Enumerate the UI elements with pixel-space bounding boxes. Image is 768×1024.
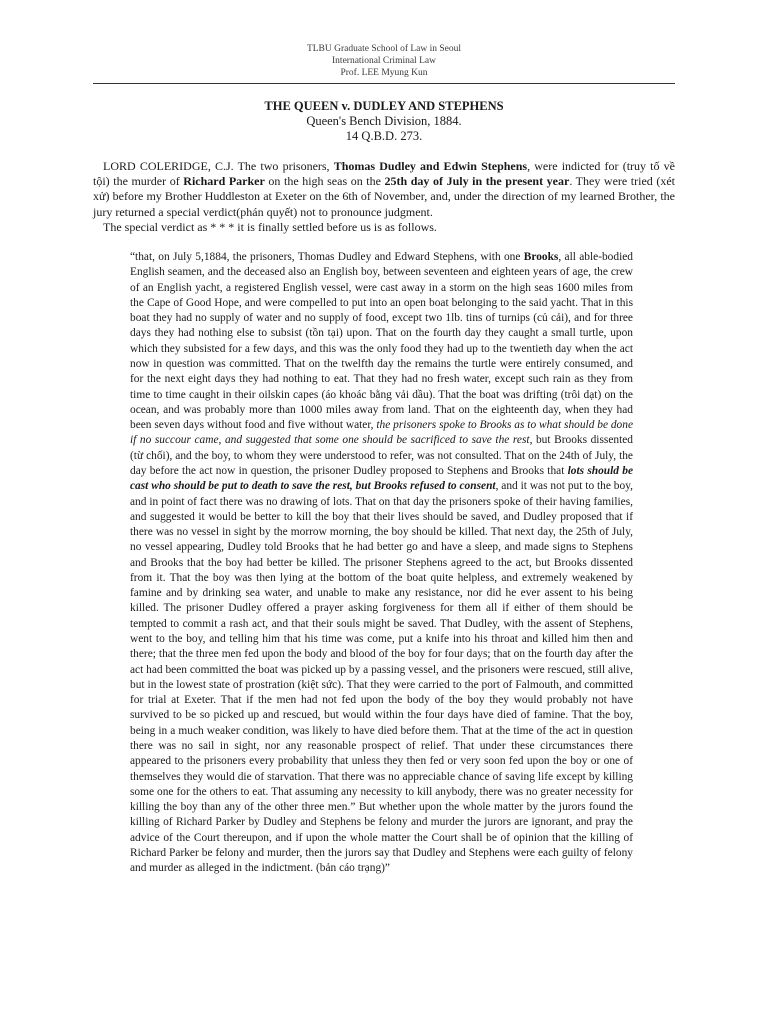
sacrifice-suggestion: the prisoners spoke to Brooks as to what should be done if no succour came, and suggested that some one should be sacrificed to save the rest xyxy=(130,419,633,447)
intro-text: on the high seas on the xyxy=(264,174,385,189)
case-title-block xyxy=(0,99,768,144)
quote-text: , but Brooks dissented (từ chối), and the boy, to whom they were understood to refer, was not consulted. That on the 24th of July, the day before the act now in question, the prisoner Dudley proposed to Stephens and Brooks that xyxy=(130,434,633,477)
victim-name: Richard Parker xyxy=(183,174,265,189)
case-citation: 14 Q.B.D. 273. xyxy=(345,129,423,143)
lots-proposal: lots should be cast who should be put to death to save the rest, but Brooks refused to consent xyxy=(130,464,634,493)
quote-text: , all able-bodied English seamen, and the deceased also an English boy, between seventeen and eighteen years of age, the crew of an English yacht, a registered English vessel, were cast away in a storm on the high seas 1600 miles from the Cape of Good Hope, and were compelled to put into an open boat belonging to the said yacht. That in this boat they had no supply of water and no supply of food, except two 1lb. tins of turnips (củ cải), and for three days they had nothing else to subsist (tồn tại) upon. That on the fourth day they caught a small turtle, upon which they subsisted for a few days, and this was the only food they had up to the twentieth day when the act now in question was committed. That on the twelfth day the remains the turtle were entirely consumed, and for the next eight days they had nothing to eat. That they had no fresh water, except such rain as they from time to time caught in their oilskin capes (áo khoác bằng vải dầu). That the boat was drifting (trôi dạt) on the ocean, and was probably more than 1000 miles away from land. That on the eighteenth day, when they had been seven days without food and five without water, xyxy=(130,251,633,432)
special-verdict-quote xyxy=(130,250,633,877)
quote-text: , and it was not put to the boy, and in point of fact there was no drawing of lots. That on that day the prisoners spoke of their having families, and suggested it would be better to kill the boy that their lives should be saved, and Dudley proposed that if there was no vessel in sight by the morrow morning, the boy should be killed. That next day, the 25th of July, no vessel appearing, Dudley told Brooks that he had better go and have a sleep, and made signs to Stephens and Brooks that the boy had better be killed. The prisoner Stephens agreed to the act, but Brooks dissented from it. That the boy was then lying at the bottom of the boat quite helpless, and extremely weakened by famine and by drinking sea water, and unable to make any resistance, nor did he ever assent to his being killed. The prisoner Dudley offered a prayer asking forgiveness for them all if either of them should be tempted to commit a rash act, and that their souls might be saved. That Dudley, with the assent of Stephens, went to the boy, and telling him that his time was come, put a knife into his throat and killed him then and there; that the three men fed upon the body and blood of the boy for four days; that on the fourth day after the act had been committed the boat was picked up by a passing vessel, and the prisoners were rescued, still alive, but in the lowest state of prostration (kiệt sức). That they were carried to the port of Falmouth, and committed for trial at Exeter. That if the men had not fed upon the body of the boy they would probably not have survived to be so picked up and rescued, but would within the four days have died of famine. That the boy, being in a much weaker condition, was likely to have died before them. That at the time of the act in question there was no sail in sight, nor any reasonable prospect of relief. That under these circumstances there appeared to the prisoners every probability that unless they then fed or very soon fed upon the boy or one of themselves they would die of starvation. That there was no appreciable chance of saving life except by killing some one for the others to eat. That assuming any necessity to kill anybody, there was no greater necessity for killing the boy than any of the other three men.” But whether upon the whole matter by the jurors found the killing of Richard Parker by Dudley and Stephens be felony and murder the jurors are ignorant, and pray the advice of the Court thereupon, and if upon the whole matter the Court shall be of opinion that the killing of Richard Parker be felony and murder, then the jurors say that Dudley and Stephens were each guilty of felony and murder as alleged in the indictment. (bản cáo trạng)” xyxy=(130,480,633,875)
case-name: THE QUEEN v. DUDLEY AND STEPHENS xyxy=(264,99,504,113)
brooks-name: Brooks xyxy=(523,251,559,263)
intro-paragraph xyxy=(93,159,675,220)
incident-date: 25th day of July in the present year xyxy=(384,174,570,189)
quote-text: “that, on July 5,1884, the prisoners, Thomas Dudley and Edward Stephens, with one xyxy=(130,251,524,263)
verdict-lead-paragraph: The special verdict as * * * it is finally settled before us is as follows. xyxy=(103,219,437,234)
course-name: International Criminal Law xyxy=(332,56,436,66)
defendants-names: Thomas Dudley and Edwin Stephens xyxy=(333,159,528,173)
professor-name: Prof. LEE Myung Kun xyxy=(340,68,428,78)
school-name: TLBU Graduate School of Law in Seoul xyxy=(306,44,462,54)
intro-text: , were indicted for (truy tố về tội) the murder of xyxy=(93,159,675,189)
course-header xyxy=(0,43,768,79)
court-name: Queen's Bench Division, 1884. xyxy=(306,114,462,128)
intro-text: . They were tried (xét xử) before my Brother Huddleston at Exeter on the 6th of November, and, under the direction of my learned Brother, the jury returned a special verdict(phán quyết) not to pronounce judgment. xyxy=(93,174,676,219)
opinion-intro xyxy=(93,159,675,235)
quote-paragraph xyxy=(130,250,633,877)
intro-text: LORD COLERIDGE, C.J. The two prisoners, xyxy=(103,159,334,173)
header-divider xyxy=(93,83,675,84)
